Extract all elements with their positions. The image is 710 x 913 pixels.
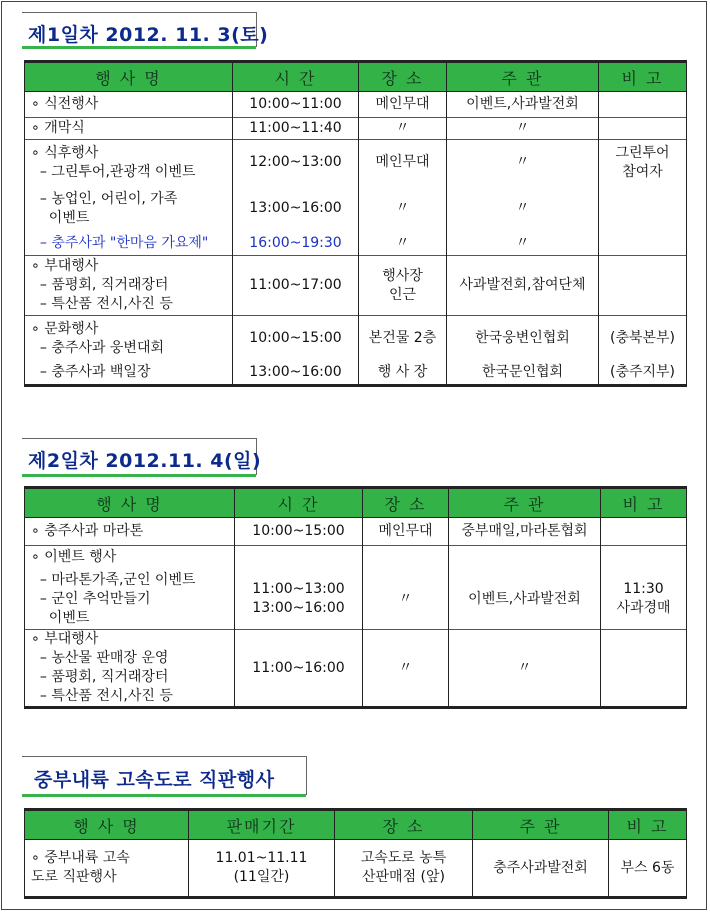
- cell-place: [359, 316, 447, 362]
- table-row: [25, 92, 687, 118]
- header-host: 주 관: [473, 810, 609, 840]
- cell-note: [601, 630, 687, 708]
- cell-event-name: [25, 186, 233, 232]
- cell-line: 산판매점 (앞): [362, 869, 445, 885]
- cell-line: 부스 6동: [620, 859, 675, 876]
- day2-schedule-table: [24, 486, 687, 709]
- cell-line: ∘ 부대행사: [31, 631, 99, 647]
- cell-line: 11:00~13:00: [252, 581, 345, 598]
- cell-line: ∘ 이벤트 행사: [31, 549, 117, 566]
- cell-host: [447, 316, 599, 362]
- cell-event-name: [25, 546, 235, 570]
- header-note: 비 고: [609, 810, 687, 840]
- cell-event-name: [25, 316, 233, 362]
- cell-note: [601, 546, 687, 570]
- cell-line: 메인무대: [375, 154, 430, 171]
- cell-note: [599, 92, 687, 118]
- cell-place: [363, 570, 449, 630]
- header-event-name: 행 사 명: [25, 810, 189, 840]
- cell-host: [447, 92, 599, 118]
- cell-event-name: [25, 362, 233, 386]
- cell-note: [599, 118, 687, 140]
- cell-event-name: [25, 630, 235, 708]
- cell-line: 11:00~11:40: [249, 120, 342, 136]
- cell-host: [447, 232, 599, 256]
- table-row: [25, 546, 687, 570]
- cell-event-name: [25, 570, 235, 630]
- table-row: [25, 316, 687, 362]
- header-note: 비 고: [599, 62, 687, 92]
- cell-place: [359, 92, 447, 118]
- header-note: 비 고: [601, 488, 687, 518]
- cell-note: [599, 186, 687, 232]
- cell-line: 〃: [515, 154, 530, 171]
- cell-time: [233, 118, 359, 140]
- header-host: 주 관: [449, 488, 601, 518]
- cell-line: 16:00~19:30: [249, 234, 342, 251]
- cell-time: [233, 256, 359, 316]
- cell-line: – 품평회, 직거래장터: [31, 277, 169, 293]
- day3-title: 중부내륙 고속도로 직판행사: [34, 769, 275, 791]
- cell-line: – 특산품 전시,사진 등: [31, 296, 173, 312]
- cell-line: 13:00~16:00: [249, 364, 342, 381]
- cell-event-name: [25, 518, 235, 546]
- cell-event-name: [25, 256, 233, 316]
- cell-place: [359, 186, 447, 232]
- cell-host: [447, 118, 599, 140]
- cell-line: 그린투어: [615, 144, 670, 161]
- cell-line: (충주지부): [609, 364, 676, 381]
- cell-line: 11.01~11.11: [215, 850, 308, 866]
- cell-line: – 그린투어,관광객 이벤트: [31, 163, 196, 180]
- header-place: 장 소: [335, 810, 473, 840]
- table-row: [25, 186, 687, 232]
- cell-event-name: [25, 232, 233, 256]
- cell-line: – 농업인, 어린이, 가족: [31, 190, 178, 207]
- cell-line: 10:00~15:00: [252, 523, 345, 539]
- table-row: [25, 118, 687, 140]
- cell-line: 메인무대: [375, 96, 430, 112]
- cell-time: [235, 570, 363, 630]
- cell-line: 〃: [395, 120, 410, 136]
- day1-title: 제1일차 2012. 11. 3(토): [28, 24, 269, 46]
- cell-note: [601, 518, 687, 546]
- cell-line: 〃: [398, 659, 413, 676]
- cell-place: [359, 118, 447, 140]
- cell-line: 고속도로 농특: [360, 850, 447, 866]
- table-header-row: [25, 810, 687, 840]
- cell-host: [473, 840, 609, 898]
- cell-line: ∘ 문화행사: [31, 320, 99, 337]
- cell-line: – 품평회, 직거래장터: [31, 669, 169, 685]
- table-row: [25, 840, 687, 898]
- cell-time: [233, 92, 359, 118]
- cell-place: [363, 546, 449, 570]
- cell-place: [359, 362, 447, 386]
- cell-line: – 농산물 판매장 운영: [31, 650, 169, 666]
- cell-host: [447, 186, 599, 232]
- cell-line: 〃: [515, 120, 530, 136]
- cell-line: – 특산품 전시,사진 등: [31, 688, 173, 704]
- cell-line: 13:00~16:00: [252, 600, 345, 617]
- table-header-row: [25, 488, 687, 518]
- cell-time: [233, 362, 359, 386]
- header-event-name: 행 사 명: [25, 62, 233, 92]
- cell-line: ∘ 식전행사: [31, 96, 99, 112]
- header-place: 장 소: [359, 62, 447, 92]
- cell-line: 〃: [398, 590, 413, 607]
- cell-host: [447, 140, 599, 186]
- cell-event-name: [25, 840, 189, 898]
- table-row: [25, 256, 687, 316]
- cell-line: 도로 직판행사: [31, 869, 117, 885]
- cell-line: 인근: [388, 286, 417, 303]
- cell-line: 이벤트,사과발전회: [468, 590, 581, 607]
- cell-line: ∘ 식후행사: [31, 144, 99, 161]
- header-sales-period: 판매기간: [189, 810, 335, 840]
- cell-note: [599, 140, 687, 186]
- cell-event-name: [25, 118, 233, 140]
- cell-event-name: [25, 140, 233, 186]
- cell-time: [233, 140, 359, 186]
- table-row: [25, 140, 687, 186]
- cell-line: 11:00~17:00: [249, 277, 342, 293]
- cell-time: [235, 518, 363, 546]
- cell-line: 〃: [515, 234, 530, 251]
- cell-time: [233, 232, 359, 256]
- cell-line: 〃: [395, 200, 410, 216]
- table-row: [25, 630, 687, 708]
- cell-note: [599, 362, 687, 386]
- cell-line: 〃: [515, 200, 530, 216]
- cell-line: 이벤트,사과발전회: [466, 96, 579, 112]
- cell-note: [599, 256, 687, 316]
- cell-line: 11:00~16:00: [252, 659, 345, 676]
- cell-line: ∘ 중부내륙 고속: [31, 850, 130, 866]
- cell-place: [363, 518, 449, 546]
- cell-line: 메인무대: [378, 523, 433, 539]
- cell-line: 참여자: [622, 163, 663, 180]
- cell-time: [189, 840, 335, 898]
- day2-title: 제2일차 2012.11. 4(일): [28, 450, 262, 472]
- day2-title-underline: [22, 474, 256, 477]
- header-event-name: 행 사 명: [25, 488, 235, 518]
- cell-line: 한국웅변인협회: [475, 330, 570, 347]
- header-time: 시 간: [235, 488, 363, 518]
- cell-line: 〃: [517, 659, 532, 676]
- cell-line: ∘ 개막식: [31, 120, 85, 136]
- cell-line: 한국문인협회: [481, 364, 564, 381]
- cell-line: ∘ 충주사과 마라톤: [31, 523, 144, 539]
- cell-line: (11일간): [233, 869, 290, 885]
- header-host: 주 관: [447, 62, 599, 92]
- table-row: [25, 362, 687, 386]
- cell-host: [449, 518, 601, 546]
- header-place: 장 소: [363, 488, 449, 518]
- cell-line: 충주사과발전회: [493, 859, 588, 876]
- cell-line: 이벤트: [31, 609, 90, 626]
- cell-host: [449, 570, 601, 630]
- cell-note: [599, 232, 687, 256]
- cell-place: [359, 140, 447, 186]
- cell-time: [233, 186, 359, 232]
- day3-title-underline: [22, 794, 306, 797]
- header-time: 시 간: [233, 62, 359, 92]
- cell-host: [447, 362, 599, 386]
- cell-place: [335, 840, 473, 898]
- table-row: [25, 232, 687, 256]
- cell-line: 11:30: [623, 581, 664, 598]
- cell-place: [359, 232, 447, 256]
- cell-place: [359, 256, 447, 316]
- cell-note: [599, 316, 687, 362]
- cell-line: 행 사 장: [377, 364, 428, 381]
- cell-note: [609, 840, 687, 898]
- cell-line: 13:00~16:00: [249, 200, 342, 216]
- cell-line: 중부매일,마라톤협회: [461, 523, 588, 539]
- cell-line: – 충주사과 웅변대회: [31, 339, 164, 356]
- cell-line: 이벤트: [31, 209, 90, 226]
- cell-host: [447, 256, 599, 316]
- cell-line: ∘ 부대행사: [31, 258, 99, 274]
- table-row: [25, 518, 687, 546]
- day1-title-underline: [22, 46, 256, 49]
- cell-host: [449, 546, 601, 570]
- cell-line: 12:00~13:00: [249, 154, 342, 171]
- cell-line: 행사장: [382, 267, 423, 284]
- cell-event-name: [25, 92, 233, 118]
- cell-line: 사과경매: [616, 600, 671, 617]
- table-header-row: [25, 62, 687, 92]
- cell-line: 본건물 2층: [368, 330, 437, 347]
- cell-line: – 마라톤가족,군인 이벤트: [31, 571, 196, 588]
- cell-line: 10:00~11:00: [249, 96, 342, 112]
- cell-line: – 충주사과 백일장: [31, 364, 151, 381]
- cell-place: [363, 630, 449, 708]
- cell-line: 10:00~15:00: [249, 330, 342, 347]
- cell-time: [235, 546, 363, 570]
- day3-schedule-table: [24, 808, 687, 899]
- cell-time: [233, 316, 359, 362]
- cell-time: [235, 630, 363, 708]
- cell-line: – 군인 추억만들기: [31, 590, 151, 607]
- cell-line: 〃: [395, 234, 410, 251]
- cell-line: – 충주사과 "한마음 가요제": [31, 234, 209, 251]
- cell-line: 사과발전회,참여단체: [459, 277, 586, 293]
- table-row: [25, 570, 687, 630]
- cell-host: [449, 630, 601, 708]
- day1-schedule-table: [24, 60, 687, 387]
- cell-line: (충북본부): [609, 330, 676, 347]
- cell-note: [601, 570, 687, 630]
